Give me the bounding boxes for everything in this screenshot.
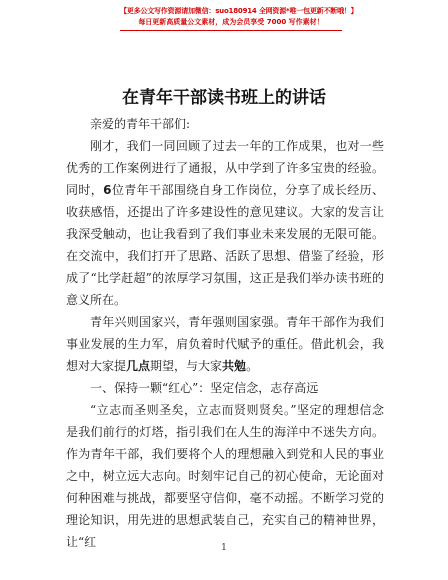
document-title: 在青年干部读书班上的讲话 (122, 88, 326, 108)
paragraph-1-text-b: 位青年干部围绕自身工作岗位，分享了成长经历、收获感悟，还提出了许多建设性的意见建议。大家的发言让我深受触动，也让我看到了我们事业未来发展的无限可能。在交流中，我们打开了思路、活跃了思想、借鉴了经验，形成了“比学赶超”的浓厚学习氛围，这正是我们举办读书班的意义所在。 (66, 183, 384, 307)
paragraph-1-bold: 6 (103, 183, 112, 197)
paragraph-2-bold-1: 几点 (126, 359, 151, 373)
promo-line-1: 【更多公文写作资源请加微信：suo180914 全网资源*唯一包更新不断哦！】 (120, 7, 358, 15)
paragraph-1 (66, 135, 384, 311)
paragraph-2-text-c: 。 (246, 359, 259, 373)
paragraph-2 (66, 311, 384, 377)
paragraph-1-text-a: 刚才，我们一同回顾了过去一年的工作成果，也对一些优秀的工作案例进行了通报，从中学到了许多宝贵的经验。同时， (66, 139, 384, 197)
page-number: 1 (221, 543, 227, 553)
promo-banner (120, 6, 358, 31)
document-body (66, 113, 384, 553)
greeting: 亲爱的青年干部们: (90, 117, 191, 131)
paragraph-2-text-b: 期望，与大家 (150, 359, 223, 373)
paragraph-2-bold-2: 共勉 (222, 359, 247, 373)
promo-line-2: 每日更新高质量公文素材，成为会员享受 7000 写作素材！ (138, 18, 324, 26)
paragraph-3: “立志而圣则圣矣，立志而贤则贤矣。”坚定的理想信念是我们前行的灯塔，指引我们在人生的海洋中不迷失方向。作为青年干部，我们要将个人的理想融入到党和人民的事业之中，树立远大志向。时刻牢记自己的初心使命，无论面对何种困难与挑战，都要坚守信仰，毫不动摇。不断学习党的理论知识，用先进的思想武装自己，充实自己的精神世界，让“红 (66, 403, 384, 549)
section-heading-1: 一、保持一颗“红心”：坚定信念，志存高远 (90, 381, 319, 395)
banner-divider (120, 30, 342, 31)
paragraph-2-text-a: 青年兴则国家兴，青年强则国家强。青年干部作为我们事业发展的生力军，肩负着时代赋予的重任。借此机会，我想对大家提 (66, 315, 384, 373)
